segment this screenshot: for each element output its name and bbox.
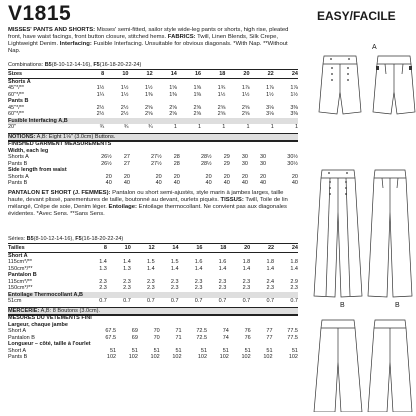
table-cell: 1⅞ xyxy=(290,85,298,91)
size-header-cell: 8 xyxy=(83,244,107,253)
table-cell: 69 xyxy=(131,328,138,334)
size-header-cell: 22 xyxy=(250,70,274,79)
table-cell: 1.4 xyxy=(266,265,275,272)
table-cell: 1 xyxy=(173,124,177,130)
table-cell: 0.7 xyxy=(170,298,179,304)
row-label: Shorts A xyxy=(8,173,29,180)
table-cell xyxy=(201,78,225,85)
table-cell: 27½ xyxy=(151,154,162,160)
table-cell: 102 xyxy=(128,354,138,360)
table-cell: 2⅝ xyxy=(241,111,250,117)
pants-b-back-drawing xyxy=(366,166,414,300)
table-cell: 40 xyxy=(241,180,248,186)
size-header-cell: 20 xyxy=(225,70,249,79)
table-cell: 1.3 xyxy=(99,265,107,272)
series-line xyxy=(8,236,123,243)
table-cell: 20 xyxy=(260,173,267,180)
series-b5-sizes: (8-10-12-14-16), xyxy=(33,236,74,242)
table-cell: 71 xyxy=(175,334,182,341)
table-cell: 29 xyxy=(223,154,230,160)
table-cell: 51 xyxy=(153,347,160,354)
table-cell: 2.3 xyxy=(194,278,203,285)
table-cell: 2½ xyxy=(120,111,129,117)
table-cell xyxy=(226,252,250,259)
size-header-cell: 24 xyxy=(274,70,298,79)
notions-label-fr: MERCERIE: xyxy=(8,308,40,314)
table-cell: 1.8 xyxy=(266,259,275,265)
table-cell: 1¾ xyxy=(217,85,226,91)
row-label: 115cm*/** xyxy=(8,278,33,285)
table-cell: 0.7 xyxy=(242,298,251,304)
table-cell: 2.3 xyxy=(123,285,131,291)
table-cell: 102 xyxy=(172,354,182,360)
series-f5: F5 xyxy=(75,236,82,242)
row-label: Largeur, chaque jambe xyxy=(8,321,68,328)
table-cell: 2⅝ xyxy=(145,104,153,111)
table-cell: 28 xyxy=(173,160,180,167)
row-label: Shorts A xyxy=(8,154,29,160)
shorts-a-back-drawing xyxy=(372,52,416,118)
notions-label: NOTIONS: xyxy=(8,134,36,140)
table-cell: 28 xyxy=(173,154,180,160)
table-cell: 1.8 xyxy=(242,259,251,265)
table-cell: 1½ xyxy=(145,85,153,91)
size-header-label: Sizes xyxy=(8,70,80,79)
table-cell: 2.3 xyxy=(266,285,275,291)
size-header-row xyxy=(8,70,298,79)
description-french xyxy=(8,190,300,218)
section-band-row xyxy=(8,141,298,148)
table-cell: 3⅜ xyxy=(290,104,298,111)
table-cell: 2.3 xyxy=(290,285,298,291)
table-cell xyxy=(128,78,152,85)
size-header-cell: 18 xyxy=(202,244,226,253)
size-header-row xyxy=(8,244,298,253)
table-cell: 102 xyxy=(197,354,208,360)
row-label: Pants B xyxy=(8,180,28,186)
table-cell: 72.5 xyxy=(196,334,208,341)
table-cell: 2⅝ xyxy=(217,104,226,111)
table-cell: 0.7 xyxy=(194,298,203,304)
table-cell: 67.5 xyxy=(105,334,117,341)
table-cell: 40 xyxy=(105,180,112,186)
table-cell xyxy=(107,252,131,259)
table-cell: 1⅞ xyxy=(266,85,274,91)
table-cell: 27½ xyxy=(151,160,162,167)
fabrics-text-fr: Twill, Toile de lin mélangé, Crêpe de soie, Denim léger. xyxy=(8,197,288,210)
table-cell: 2⅝ xyxy=(193,111,202,117)
size-header-cell: 18 xyxy=(201,70,225,79)
table-cell: 102 xyxy=(288,354,298,360)
table-cell: 77 xyxy=(266,334,273,341)
table-cell xyxy=(202,252,226,259)
table-cell: 26½ xyxy=(101,154,112,160)
pants-b-front-lower-drawing xyxy=(312,316,364,412)
table-cell: 20 xyxy=(173,173,180,180)
row-label: 45"*/** xyxy=(8,104,25,111)
table-cell xyxy=(274,78,298,85)
table-cell: 51 xyxy=(222,347,229,354)
size-header-cell: 14 xyxy=(155,244,179,253)
row-label: 60"*/** xyxy=(8,91,25,98)
table-cell: 2⅝ xyxy=(169,104,177,111)
row-label: 150cm*/** xyxy=(8,285,33,291)
table-cell: 77.5 xyxy=(287,328,298,334)
table-cell: 30 xyxy=(260,160,267,167)
row-label: Entoilage Thermocollant A,B xyxy=(8,291,83,298)
table-cell: 40 xyxy=(173,180,180,186)
notions-text: A,B: Eight 1⅛" (3.0cm) Buttons. xyxy=(35,134,116,140)
table-cell: 102 xyxy=(263,354,273,360)
pants-b-front-drawing xyxy=(312,166,364,300)
size-header-cell: 8 xyxy=(80,70,104,79)
table-cell: 1¼ xyxy=(96,91,105,98)
table-row xyxy=(8,124,298,131)
size-header-cell: 24 xyxy=(274,244,298,253)
table-cell: 0.7 xyxy=(99,298,107,304)
table-cell: 1.4 xyxy=(99,259,107,265)
table-cell: 0.7 xyxy=(218,298,227,304)
table-cell: 2.3 xyxy=(218,278,227,285)
table-cell: 51 xyxy=(291,347,298,354)
table-cell: 2½ xyxy=(120,104,129,111)
table-cell: 76 xyxy=(244,334,251,341)
table-cell: 20 xyxy=(105,173,112,180)
row-label: 20" xyxy=(8,124,17,130)
table-cell: 40 xyxy=(155,180,162,186)
table-cell: 0.7 xyxy=(147,298,155,304)
figure-label-b-back: B xyxy=(395,302,400,309)
table-cell: 40 xyxy=(291,180,298,186)
combo-b5: B5 xyxy=(44,62,52,68)
table-cell: 28½ xyxy=(200,154,212,160)
table-cell: 20 xyxy=(155,173,162,180)
table-cell: 26½ xyxy=(101,160,112,167)
table-cell: 51 xyxy=(200,347,208,354)
table-cell: 2⅝ xyxy=(145,111,153,117)
interfacing-label-fr: Entoilage: xyxy=(108,204,138,210)
row-label: Short A xyxy=(8,347,27,354)
table-cell: 1½ xyxy=(290,91,298,98)
table-cell: 74 xyxy=(222,328,229,334)
table-cell: 102 xyxy=(219,354,229,360)
description-title: MISSES' PANTS AND SHORTS: xyxy=(8,27,96,33)
size-header-label: Tailles xyxy=(8,244,83,253)
table-cell xyxy=(225,78,249,85)
row-label: Longueur – côté, taille à l'ourlet xyxy=(8,341,91,347)
table-cell: 2.3 xyxy=(99,285,107,291)
table-cell xyxy=(155,252,179,259)
section-band-row xyxy=(8,315,298,322)
table-cell: 76 xyxy=(244,328,251,334)
combo-f5-sizes: (16-18-20-22-24) xyxy=(99,62,142,68)
table-cell: ¾ xyxy=(99,124,105,130)
series-b5: B5 xyxy=(26,236,34,242)
size-header-cell: 20 xyxy=(226,244,250,253)
table-cell: 1.4 xyxy=(290,265,298,272)
table-cell: 2.3 xyxy=(170,278,179,285)
figure-label-b: B xyxy=(340,302,345,309)
row-label: Fusible Interfacing A,B xyxy=(8,118,80,125)
table-cell: 3⅛ xyxy=(266,104,274,111)
table-cell: 1 xyxy=(222,124,226,130)
table-cell: 1 xyxy=(270,124,274,130)
table-cell: 28½ xyxy=(200,160,212,167)
table-cell xyxy=(83,252,107,259)
description-text: Misses' semi-fitted, sailor style wide-leg pants or shorts, high rise, pleated front, have waist facings, front button closure, stitched hems. xyxy=(8,27,289,40)
table-cell: 2⅝ xyxy=(217,111,226,117)
table-cell: 69 xyxy=(131,334,138,341)
table-cell xyxy=(274,252,298,259)
table-cell xyxy=(153,78,177,85)
table-cell: 0.7 xyxy=(266,298,275,304)
table-cell: 51 xyxy=(109,347,117,354)
table-section-row xyxy=(8,78,298,85)
table-cell: 27 xyxy=(123,160,130,167)
row-label: Shorts A xyxy=(8,78,31,85)
table-cell: 20 xyxy=(291,173,298,180)
interfacing-text: Fusible Interfacing. Unsuitable for obvious diagonals. *With Nap. **Without Nap. xyxy=(8,41,288,54)
table-row xyxy=(8,354,298,361)
table-cell: 1.4 xyxy=(170,265,179,272)
table-cell: 27 xyxy=(123,154,130,160)
table-cell: 20 xyxy=(205,173,212,180)
table-cell: 2.3 xyxy=(242,285,251,291)
table-cell: 2.3 xyxy=(242,278,251,285)
table-cell: 2⅝ xyxy=(193,104,202,111)
table-cell: 1 xyxy=(246,124,250,130)
series-label: Séries: xyxy=(8,236,26,242)
table-cell: 1.5 xyxy=(170,259,179,265)
size-header-cell: 10 xyxy=(104,70,128,79)
fabrics-label: FABRICS: xyxy=(167,34,196,40)
table-cell: 1½ xyxy=(120,91,129,98)
table-cell: 1⅜ xyxy=(145,91,153,98)
table-cell: 102 xyxy=(106,354,117,360)
table-cell: 1½ xyxy=(217,91,226,98)
table-cell: 40 xyxy=(223,180,230,186)
table-cell: 1.6 xyxy=(218,259,227,265)
table-cell: 2⅝ xyxy=(169,111,177,117)
table-cell: 20 xyxy=(241,173,248,180)
row-label: Pantalon B xyxy=(8,272,37,278)
table-cell: 3⅛ xyxy=(266,111,274,117)
description-title-fr: PANTALON ET SHORT (J. FEMMES): xyxy=(8,190,111,196)
table-cell: 77.5 xyxy=(287,334,298,341)
table-cell: 2.9 xyxy=(290,278,298,285)
shorts-a-front-drawing xyxy=(318,52,362,118)
table-cell: 0.7 xyxy=(123,298,131,304)
table-cell: 1.8 xyxy=(290,259,298,265)
combo-f5: F5 xyxy=(93,62,100,68)
table-cell: 2.3 xyxy=(123,278,131,285)
table-cell: 30 xyxy=(241,154,248,160)
table-cell: 1.4 xyxy=(194,265,203,272)
table-cell: 51 xyxy=(131,347,138,354)
table-cell: 0.7 xyxy=(290,298,298,304)
table-cell: 74 xyxy=(222,334,229,341)
table-cell: 30 xyxy=(260,154,267,160)
size-header-cell: 10 xyxy=(107,244,131,253)
table-cell: 1⅞ xyxy=(241,85,250,91)
table-cell: 1.4 xyxy=(123,259,131,265)
combinations-line xyxy=(8,62,141,69)
table-cell: 2.3 xyxy=(170,285,179,291)
combinations-label: Combinations: xyxy=(8,62,44,68)
table-cell: 2.3 xyxy=(99,278,107,285)
row-label: Width, each leg xyxy=(8,147,49,154)
table-cell: 1½ xyxy=(241,91,250,98)
table-cell: 2.3 xyxy=(218,285,227,291)
series-f5-sizes: (16-18-20-22-24) xyxy=(81,236,124,242)
table-cell: 1⅜ xyxy=(169,91,177,98)
table-cell: 30½ xyxy=(287,160,298,167)
table-cell: 102 xyxy=(241,354,251,360)
table-cell: 1.4 xyxy=(218,265,227,272)
interfacing-label: Interfacing: xyxy=(59,41,92,47)
table-cell: 1.4 xyxy=(242,265,251,272)
table-cell: 51 xyxy=(175,347,182,354)
section-band-label: MESURES DU VÊTEMENTS FINI xyxy=(8,315,298,322)
table-cell: 40 xyxy=(123,180,130,186)
table-cell: ¾ xyxy=(148,124,153,130)
row-label: Short A xyxy=(8,328,27,334)
pants-b-back-lower-drawing xyxy=(366,316,414,412)
table-cell: 67.5 xyxy=(105,328,117,334)
row-label: 115cm*/** xyxy=(8,259,33,265)
table-cell: 29 xyxy=(223,160,230,167)
table-cell xyxy=(250,252,274,259)
row-label: Pants B xyxy=(8,354,28,360)
table-cell: 20 xyxy=(223,173,230,180)
pattern-number: V1815 xyxy=(8,2,72,25)
table-cell: 71 xyxy=(175,328,182,334)
table-cell: 1.6 xyxy=(194,259,203,265)
table-cell: 2.4 xyxy=(266,278,275,285)
table-cell xyxy=(179,252,203,259)
table-cell: 20 xyxy=(123,173,130,180)
table-cell: 40 xyxy=(205,180,212,186)
row-label: 51cm xyxy=(8,298,22,304)
table-cell: 2.3 xyxy=(147,278,155,285)
table-cell xyxy=(80,78,104,85)
table-cell xyxy=(104,78,128,85)
fabrics-text: Twill, Linen Blends, Silk Crepe, Lightweight Denim. xyxy=(8,34,279,47)
table-cell xyxy=(250,78,274,85)
row-label: Side length from waist xyxy=(8,167,67,173)
interfacing-text-fr: Entoilage thermocollant. Ne convient pas aux diagonales évidentes. *Avec Sens. **Sans Sens. xyxy=(8,204,287,217)
figure-label-a: A xyxy=(372,44,377,51)
table-cell: 1½ xyxy=(120,85,129,91)
finished-measurements-english xyxy=(8,140,298,187)
size-header-cell: 14 xyxy=(153,70,177,79)
table-cell: 1.4 xyxy=(147,265,155,272)
finished-measurements-french xyxy=(8,314,298,361)
row-label: Pantalon B xyxy=(8,334,35,341)
table-cell: 30½ xyxy=(287,154,298,160)
table-cell: 2½ xyxy=(96,104,105,111)
size-header-cell: 22 xyxy=(250,244,274,253)
table-cell: 51 xyxy=(266,347,273,354)
yardage-table-english xyxy=(8,69,298,131)
table-row xyxy=(8,298,298,305)
combo-b5-sizes: (8-10-12-14-16), xyxy=(51,62,92,68)
table-cell: 77 xyxy=(266,328,273,334)
table-cell xyxy=(177,78,201,85)
table-cell: ¾ xyxy=(123,124,129,130)
description-english xyxy=(8,27,300,55)
table-cell: 1.3 xyxy=(123,265,131,272)
row-label: Pants B xyxy=(8,160,28,167)
notions-text-fr: A,B: 8 Boutons (3.0cm). xyxy=(39,308,101,314)
row-label: Pants B xyxy=(8,98,29,104)
table-cell: 2⅝ xyxy=(241,104,250,111)
size-header-cell: 12 xyxy=(128,70,152,79)
size-header-cell: 16 xyxy=(179,244,203,253)
size-header-cell: 12 xyxy=(131,244,155,253)
table-cell: 1⅝ xyxy=(193,85,202,91)
row-label: 150cm*/** xyxy=(8,265,33,272)
table-cell: 1.5 xyxy=(147,259,155,265)
table-cell: 102 xyxy=(150,354,160,360)
table-cell: 1 xyxy=(198,124,202,130)
table-row xyxy=(8,180,298,187)
fabrics-label-fr: TISSUS: xyxy=(220,197,244,203)
section-band-label: FINISHED GARMENT MEASUREMENTS xyxy=(8,141,298,148)
table-cell: 72.5 xyxy=(196,328,208,334)
table-cell: 40 xyxy=(260,180,267,186)
table-cell xyxy=(131,252,155,259)
row-label: 45"*/** xyxy=(8,85,25,91)
row-label: 60"*/** xyxy=(8,111,25,117)
size-header-cell: 16 xyxy=(177,70,201,79)
table-cell: 30 xyxy=(241,160,248,167)
table-cell: 1½ xyxy=(96,85,105,91)
difficulty-label: EASY/FACILE xyxy=(317,9,396,23)
row-label: Short A xyxy=(8,252,28,259)
table-cell: 2.3 xyxy=(194,285,203,291)
table-cell: 1⅜ xyxy=(193,91,202,98)
table-cell: 1½ xyxy=(266,91,274,98)
table-section-row xyxy=(8,252,298,259)
table-cell: 3⅜ xyxy=(290,111,298,117)
table-cell: 70 xyxy=(153,334,160,341)
table-cell: 1 xyxy=(294,124,298,130)
yardage-table-french xyxy=(8,243,298,305)
table-cell: 2.3 xyxy=(147,285,155,291)
description-text-fr: Pantalon ou short semi-ajustés, style marin à jambes larges, taille haute, devant plissé, parementures de taille, boutonné au devant, ourlets piqués. xyxy=(8,190,284,203)
table-cell: 70 xyxy=(153,328,160,334)
table-cell: 1⅝ xyxy=(169,85,177,91)
table-cell: 51 xyxy=(244,347,251,354)
table-cell: 2½ xyxy=(96,111,105,117)
